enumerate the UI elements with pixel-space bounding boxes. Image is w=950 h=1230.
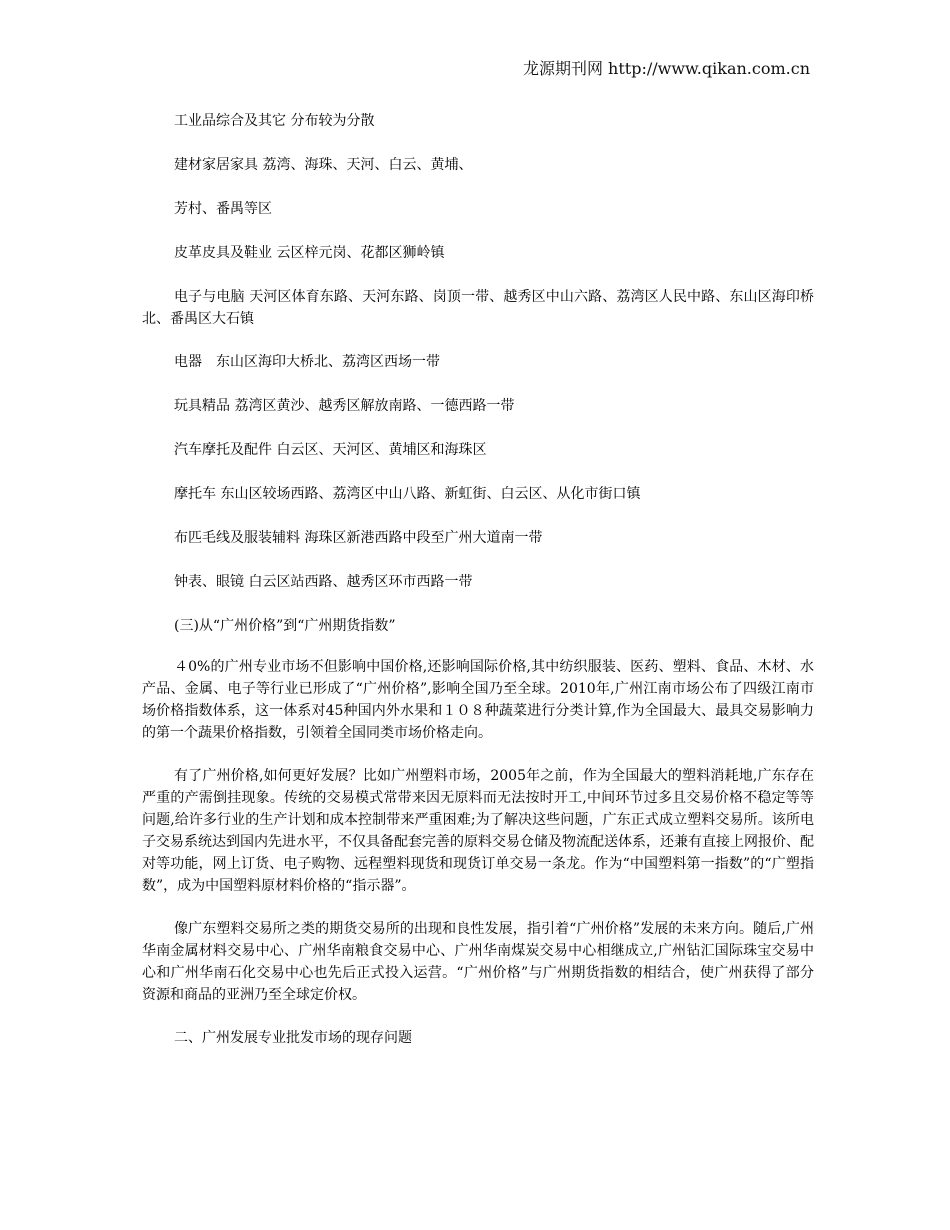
paragraph-electronics: 电子与电脑 天河区体育东路、天河东路、岗顶一带、越秀区中山六路、荔湾区人民中路、东山区海印桥北、番禺区大石镇 — [142, 289, 814, 327]
site-header[interactable]: 龙源期刊网 http://www.qikan.com.cn — [522, 59, 810, 78]
paragraph-motorcycles: 摩托车 东山区较场西路、荔湾区中山八路、新虹街、白云区、从化市街口镇 — [174, 486, 641, 502]
paragraph-fabrics: 布匹毛线及服装辅料 海珠区新港西路中段至广州大道南一带 — [174, 530, 543, 546]
document-body — [142, 110, 814, 1049]
paragraph-building-materials-cont: 芳村、番禺等区 — [174, 201, 272, 217]
paragraph-futures-exchanges: 像广东塑料交易所之类的期货交易所的出现和良性发展，指引着“广州价格”发展的未来方向。随后,广州华南金属材料交易中心、广州华南粮食交易中心、广州华南煤炭交易中心相继成立,广州钻汇国际珠宝交易中心和广州华南石化交易中心也先后正式投入运营。“广州价格”与广州期货指数的相结合，使广州获得了部分资源和商品的亚洲乃至全球定价权。 — [142, 921, 814, 1003]
paragraph-building-materials: 建材家居家具 荔湾、海珠、天河、白云、黄埔、 — [174, 157, 473, 173]
section-heading-guangzhou-price: (三)从“广州价格”到“广州期货指数” — [174, 618, 396, 634]
paragraph-industrial-goods: 工业品综合及其它 分布较为分散 — [174, 113, 375, 129]
section-heading-problems: 二、广州发展专业批发市场的现存问题 — [174, 1030, 412, 1046]
paragraph-watches: 钟表、眼镜 白云区站西路、越秀区环市西路一带 — [174, 574, 473, 590]
paragraph-guangzhou-price: ４0%的广州专业市场不但影响中国价格,还影响国际价格,其中纺织服装、医药、塑料、食品、木材、水产品、金属、电子等行业已形成了“广州价格”,影响全国乃至全球。2010年,广州江南市场公布了四级江南市场价格指数体系，这一体系对45种国内外水果和１０８种蔬菜进行分类计算,作为全国最大、最具交易影响力的第一个蔬果价格指数，引领着全国同类市场价格走向。 — [142, 659, 814, 741]
paragraph-plastics-market: 有了广州价格,如何更好发展？比如广州塑料市场，2005年之前，作为全国最大的塑料消耗地,广东存在严重的产需倒挂现象。传统的交易模式常带来因无原料而无法按时开工,中间环节过多且交易价格不稳定等等问题,给许多行业的生产计划和成本控制带来严重困难;为了解决这些问题，广东正式成立塑料交易所。该所电子交易系统达到国内先进水平，不仅具备配套完善的原料交易仓储及物流配送体系，还兼有直接上网报价、配对等功能，网上订货、电子购物、远程塑料现货和现货订单交易一条龙。作为“中国塑料第一指数”的“广塑指数”，成为中国塑料原材料价格的“指示器”。 — [142, 768, 814, 894]
paragraph-appliances: 电器 东山区海印大桥北、荔湾区西场一带 — [174, 354, 440, 370]
paragraph-leather: 皮革皮具及鞋业 云区梓元岗、花都区狮岭镇 — [174, 245, 445, 261]
paragraph-auto-parts: 汽车摩托及配件 白云区、天河区、黄埔区和海珠区 — [174, 442, 487, 458]
paragraph-toys: 玩具精品 荔湾区黄沙、越秀区解放南路、一德西路一带 — [174, 398, 515, 414]
